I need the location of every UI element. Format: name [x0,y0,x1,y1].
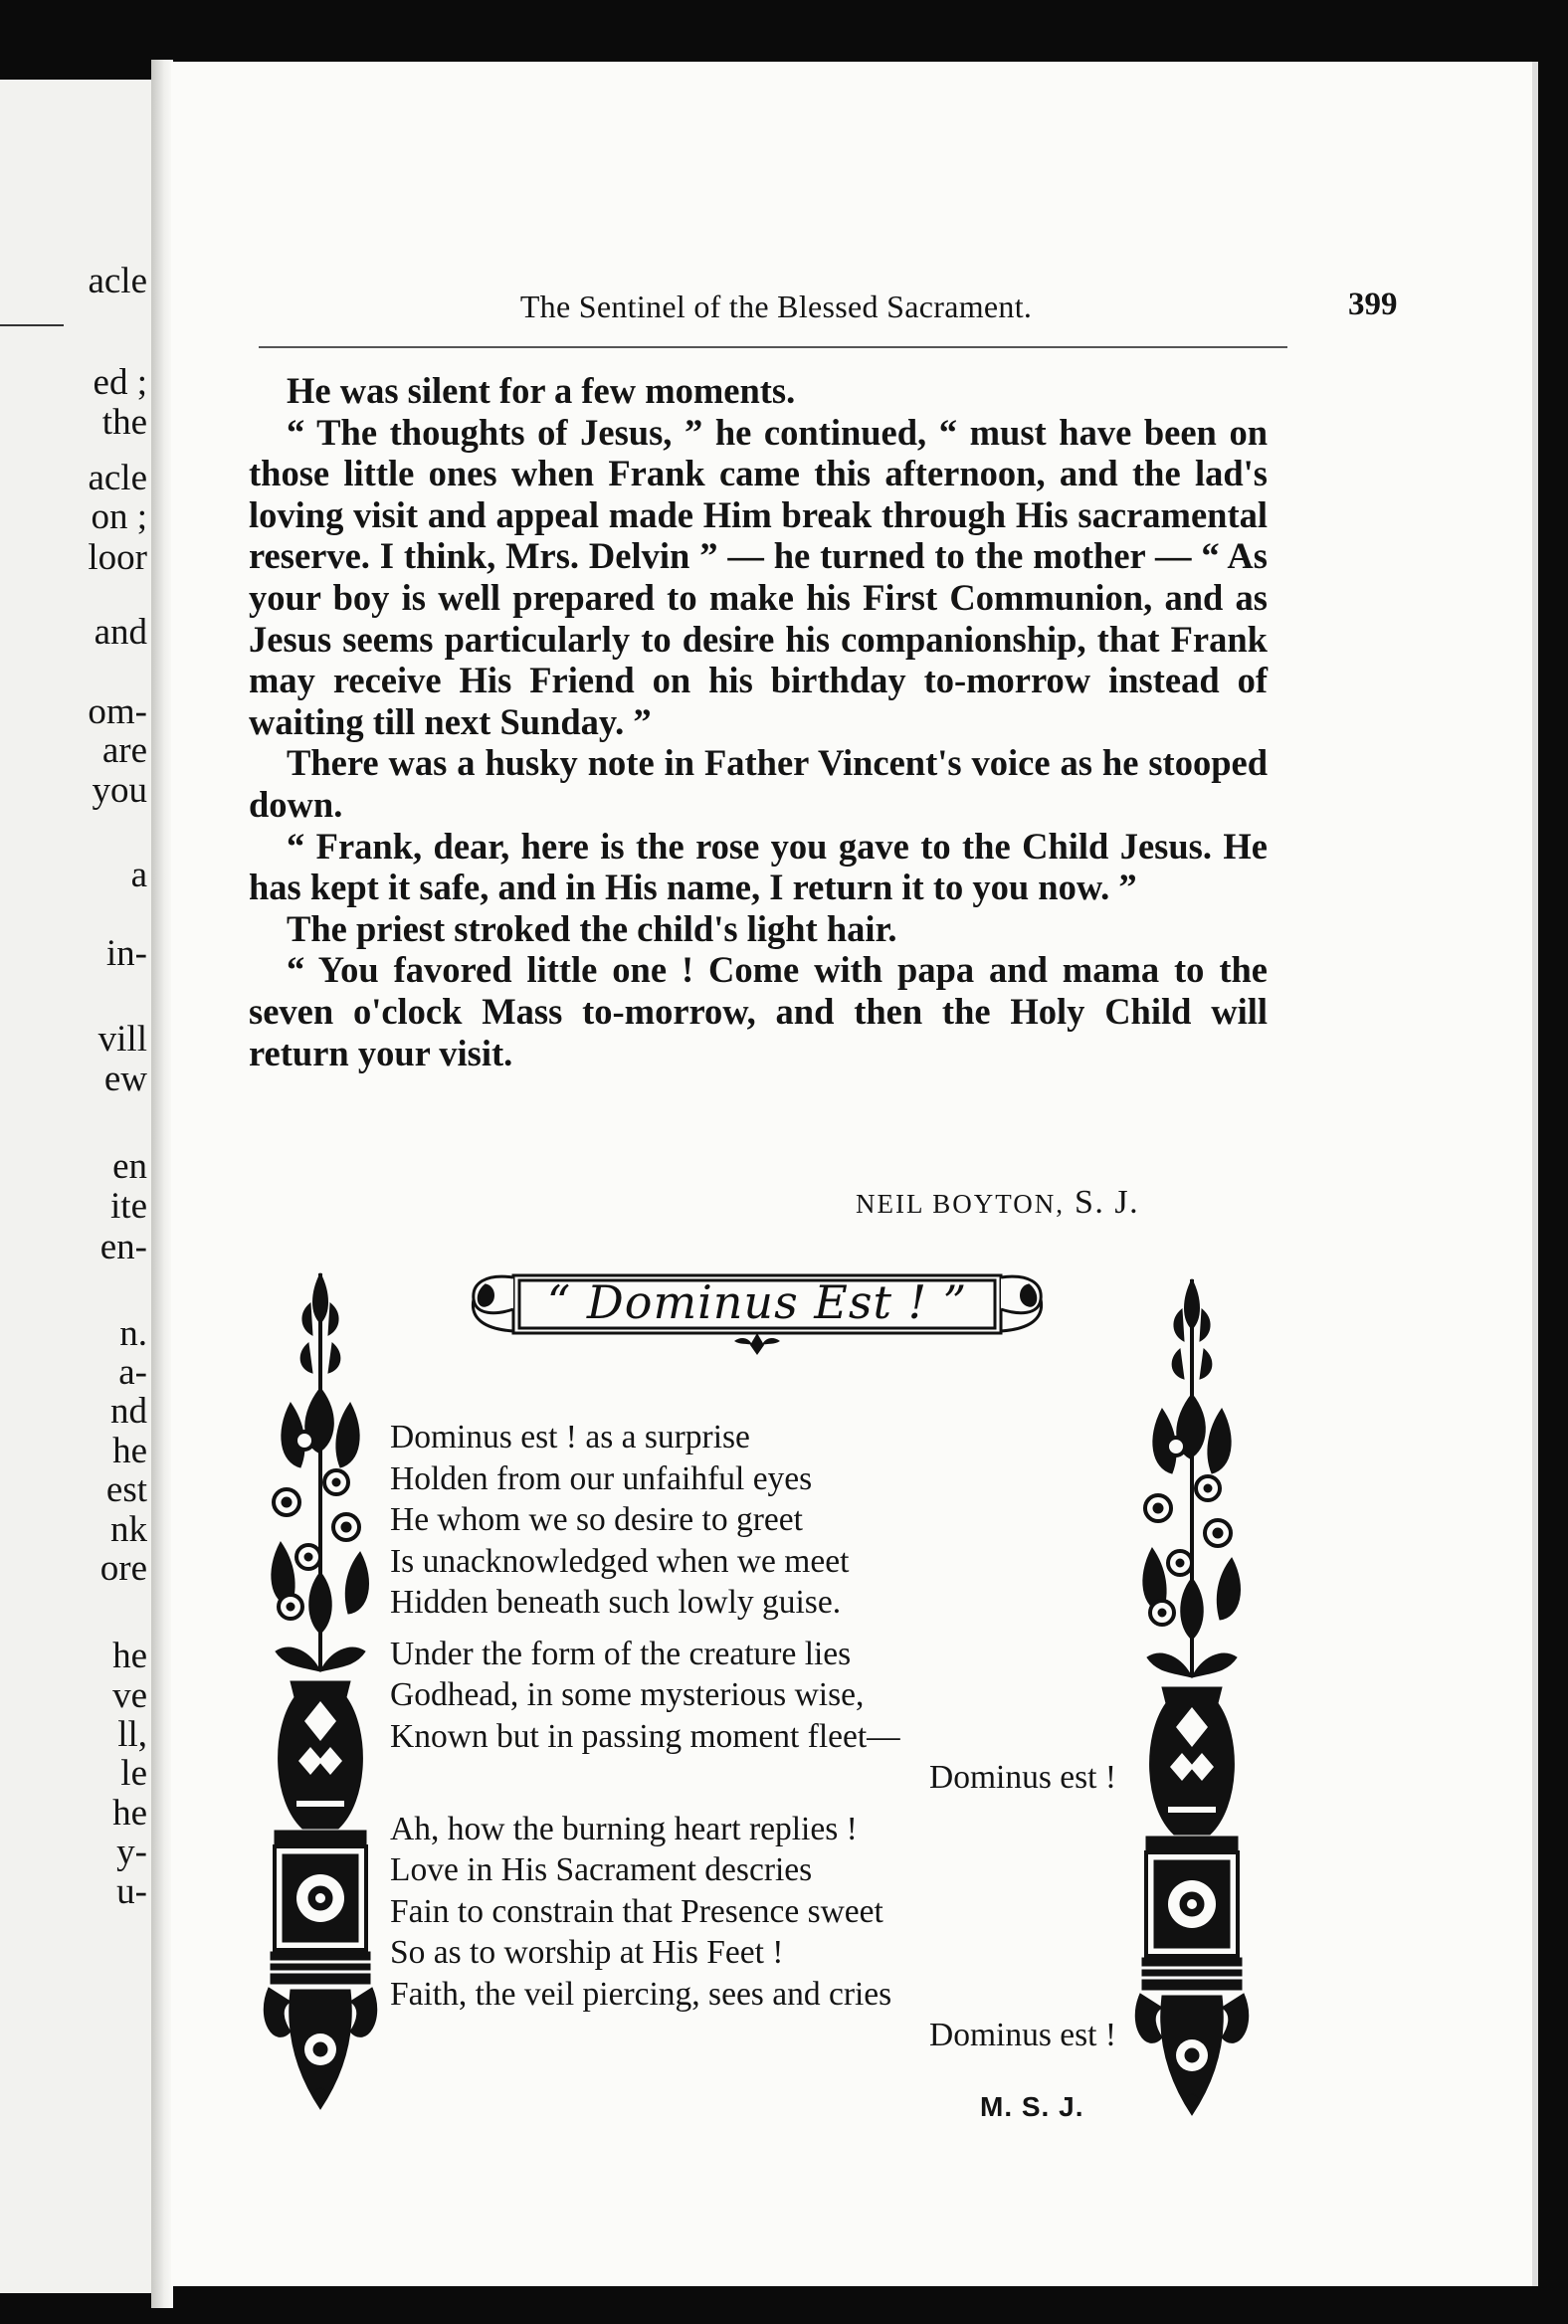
story-paragraph: “ You favored little one ! Come with papa and mama to the seven o'clock Mass to-morrow, and then the Holy Child will return your visit. [249,949,1268,1073]
story-paragraph: There was a husky note in Father Vincent's voice as he stooped down. [249,742,1268,825]
poem-refrain: Dominus est ! [929,1759,1116,1796]
previous-page-word: n. [119,1313,147,1354]
previous-page-word: acle [88,261,147,301]
previous-page-word: ore [99,1548,147,1589]
previous-page-word: a- [118,1352,147,1393]
previous-page-word: the [101,402,147,443]
previous-page-word: acle [88,458,147,498]
story-paragraph: He was silent for a few moments. [287,370,796,411]
previous-page-word: om- [88,691,147,732]
previous-page-word: he [112,1636,147,1676]
poem-body [390,1417,1116,2066]
previous-page-word: nd [110,1391,147,1432]
running-title: The Sentinel of the Blessed Sacrament. [519,289,1033,324]
previous-page-rule [0,324,64,326]
previous-page-word: he [112,1431,147,1471]
story-text [249,370,1268,1073]
poem-line: Is unacknowledged when we meet [390,1542,850,1580]
previous-page-fragment [0,80,151,2293]
previous-page-word: est [105,1469,147,1510]
previous-page-word: in- [105,933,147,974]
poem-line: Fain to constrain that Presence sweet [390,1892,883,1930]
header-rule [259,346,1287,348]
previous-page-word: ve [112,1675,147,1716]
poem-line: He whom we so desire to greet [390,1501,803,1538]
previous-page-word: ite [110,1186,147,1227]
previous-page-word: vill [98,1019,147,1060]
previous-page-word: u- [116,1871,147,1912]
floral-vase-ornament-icon [261,1263,380,2119]
author-name: NEIL BOYTON, [856,1189,1065,1219]
poem-stanza [390,1809,1116,2056]
book-spine [151,60,173,2308]
story-paragraph: “ Frank, dear, here is the rose you gave to the Child Jesus. He has kept it safe, and in His name, I return it to you now. ” [249,825,1268,908]
previous-page-word: he [112,1793,147,1834]
poem-line: Hidden beneath such lowly guise. [390,1584,842,1621]
poem-stanza [390,1417,1116,1624]
poem-author: M. S. J. [980,2091,1084,2122]
previous-page-word: are [101,730,147,771]
story-signature [856,1184,1139,1222]
poem-line: Dominus est ! as a surprise [390,1419,750,1455]
previous-page-word: le [120,1753,147,1794]
previous-page-word: ew [103,1059,147,1099]
previous-page-word: ed ; [93,362,147,403]
previous-page-word: on ; [91,496,147,537]
poem-line: Known but in passing moment fleet— [390,1717,900,1755]
poem-line: Ah, how the burning heart replies ! [390,1810,858,1847]
previous-page-word: en [112,1146,147,1187]
poem-line: Faith, the veil piercing, sees and cries [390,1975,892,2013]
poem-stanza [390,1634,1116,1799]
previous-page-word: a [130,855,147,895]
story-paragraph: “ The thoughts of Jesus, ” he continued, “ must have been on those little ones when Frank came this afternoon, and the lad's loving visit and appeal made Him break through His sacramental reserve. I think, Mrs. Delvin ” — he turned to the mother — “ As your boy is well prepared to make his First Communion, and as Jesus seems particularly to desire his companionship, that Frank may receive His Friend on his birthday to-morrow instead of waiting till next Sunday. ” [249,411,1268,742]
poem-line: Godhead, in some mysterious wise, [390,1676,865,1713]
previous-page-word: y- [116,1832,147,1872]
floral-vase-ornament-icon [1132,1269,1252,2125]
poem-line: Love in His Sacrament descries [390,1851,813,1888]
author-order: S. J. [1074,1184,1140,1221]
previous-page-word: you [92,770,147,811]
previous-page-word: ll, [117,1714,147,1755]
poem-refrain: Dominus est ! [929,2017,1116,2053]
poem-title-banner [466,1269,1049,1355]
poem-title: “ Dominus Est ! ” [546,1275,968,1329]
previous-page-word: en- [99,1227,147,1267]
poem-line: Under the form of the creature lies [390,1635,852,1672]
poem-line: Holden from our unfaihful eyes [390,1459,813,1497]
poem-line: So as to worship at His Feet ! [390,1934,784,1971]
previous-page-word: and [94,612,147,653]
previous-page-word: loor [88,537,147,578]
previous-page-word: nk [110,1509,147,1550]
story-paragraph: The priest stroked the child's light hair. [287,907,897,949]
page-number: 399 [1348,287,1398,322]
page-header [259,287,1398,338]
